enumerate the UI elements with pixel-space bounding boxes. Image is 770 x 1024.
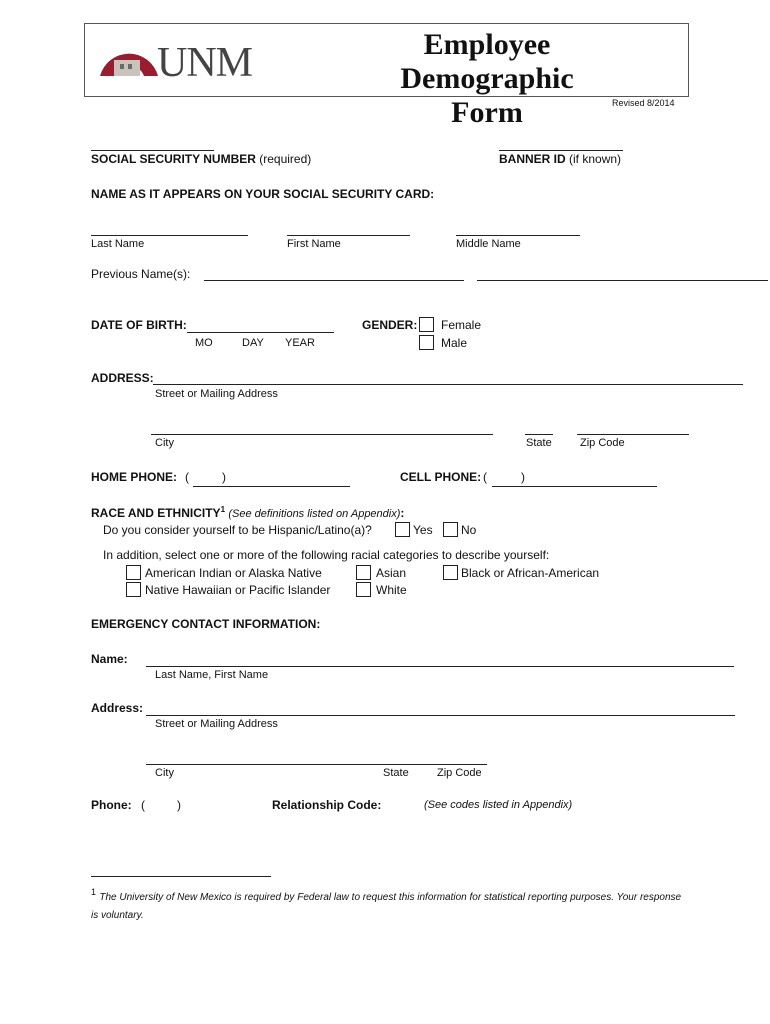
ssn-label-row: [91, 152, 311, 166]
middle-name-label: Middle Name: [456, 238, 521, 250]
race-colon: :: [400, 506, 405, 520]
race-heading: RACE AND ETHNICITY: [91, 506, 221, 520]
title-line-2: Form: [451, 96, 523, 129]
emergency-phone-field[interactable]: [150, 794, 175, 812]
footnote: [91, 884, 691, 924]
name-heading: NAME AS IT APPEARS ON YOUR SOCIAL SECURITY CARD:: [91, 187, 435, 201]
emergency-heading: EMERGENCY CONTACT INFORMATION:: [91, 617, 321, 631]
banner-note: (if known): [569, 152, 622, 166]
banner-label-row: [499, 152, 621, 166]
white-checkbox[interactable]: [356, 582, 371, 597]
black-label: Black or African-American: [461, 566, 600, 580]
emergency-street-hint: Street or Mailing Address: [155, 718, 278, 730]
hispanic-yes-label: Yes: [413, 523, 433, 537]
first-name-label: First Name: [287, 238, 341, 250]
address-label: ADDRESS:: [91, 371, 154, 385]
zip-hint: Zip Code: [580, 437, 625, 449]
ssn-label: SOCIAL SECURITY NUMBER: [91, 152, 256, 166]
unm-logo-text: UNM: [157, 40, 253, 86]
asian-label: Asian: [376, 566, 407, 580]
zip-field[interactable]: [577, 434, 689, 435]
male-checkbox[interactable]: [419, 335, 434, 350]
footnote-mark: 1: [91, 887, 97, 897]
unm-logo-icon: [98, 38, 160, 80]
page-title: [377, 28, 597, 130]
last-name-label: Last Name: [91, 238, 145, 250]
emergency-zip-hint: Zip Code: [437, 767, 482, 779]
emergency-phone-label: Phone:: [91, 798, 132, 812]
hispanic-no-checkbox[interactable]: [443, 522, 458, 537]
white-label: White: [376, 583, 407, 597]
street-field[interactable]: [153, 384, 743, 385]
city-hint: City: [155, 437, 174, 449]
previous-name-field-1[interactable]: [204, 280, 464, 281]
emergency-city-field[interactable]: [146, 764, 487, 765]
race-note: (See definitions listed on Appendix): [228, 508, 401, 520]
relationship-code-label: Relationship Code:: [272, 798, 382, 812]
emergency-city-hint: City: [155, 767, 174, 779]
emergency-name-label: Name:: [91, 652, 128, 666]
race-footnote-mark: 1: [220, 505, 226, 514]
middle-name-field[interactable]: [456, 235, 580, 236]
race-heading-row: [91, 505, 404, 520]
previous-name-field-2[interactable]: [477, 280, 768, 281]
relationship-code-note: (See codes listed in Appendix): [424, 799, 573, 811]
state-hint: State: [526, 437, 552, 449]
male-label: Male: [441, 336, 468, 350]
emergency-phone-paren-close: ): [177, 798, 181, 812]
previous-names-label: Previous Name(s):: [91, 267, 191, 281]
black-checkbox[interactable]: [443, 565, 458, 580]
banner-label: BANNER ID: [499, 152, 566, 166]
last-name-field[interactable]: [91, 235, 248, 236]
first-name-field[interactable]: [287, 235, 410, 236]
emergency-address-label: Address:: [91, 701, 144, 715]
dob-label: DATE OF BIRTH:: [91, 318, 187, 332]
dob-mo-label: MO: [195, 337, 213, 349]
dob-field[interactable]: [187, 332, 334, 333]
home-phone-label: HOME PHONE:: [91, 470, 178, 484]
cell-phone-field[interactable]: [492, 486, 657, 487]
state-field[interactable]: [525, 434, 553, 435]
female-label: Female: [441, 318, 482, 332]
ssn-note: (required): [259, 152, 312, 166]
dob-day-label: DAY: [242, 337, 264, 349]
hispanic-yes-checkbox[interactable]: [395, 522, 410, 537]
revised-date: Revised 8/2014: [612, 98, 675, 108]
footnote-divider: [91, 876, 271, 877]
female-checkbox[interactable]: [419, 317, 434, 332]
emergency-phone-paren-open: (: [141, 798, 145, 812]
cell-phone-label: CELL PHONE:: [400, 470, 482, 484]
emergency-name-field[interactable]: [146, 666, 734, 667]
pacific-islander-checkbox[interactable]: [126, 582, 141, 597]
emergency-state-hint: State: [383, 767, 409, 779]
emergency-name-hint: Last Name, First Name: [155, 669, 269, 681]
dob-year-label: YEAR: [285, 337, 315, 349]
home-phone-paren-open: (: [185, 470, 189, 484]
street-hint: Street or Mailing Address: [155, 388, 278, 400]
asian-checkbox[interactable]: [356, 565, 371, 580]
home-phone-paren-close: ): [222, 470, 226, 484]
banner-id-field[interactable]: [499, 150, 623, 151]
home-phone-field[interactable]: [193, 486, 350, 487]
pacific-islander-label: Native Hawaiian or Pacific Islander: [145, 583, 331, 597]
gender-label: GENDER:: [362, 318, 418, 332]
race-addition-text: In addition, select one or more of the following racial categories to describe yourself:: [103, 548, 550, 562]
emergency-street-field[interactable]: [146, 715, 735, 716]
cell-phone-paren-open: (: [483, 470, 487, 484]
ssn-field[interactable]: [91, 150, 214, 151]
footnote-text: The University of New Mexico is required by Federal law to request this information for statistical reporting purposes. Your response is voluntary.: [91, 892, 682, 921]
city-field[interactable]: [151, 434, 493, 435]
hispanic-no-label: No: [461, 523, 477, 537]
american-indian-label: American Indian or Alaska Native: [145, 566, 322, 580]
hispanic-question: Do you consider yourself to be Hispanic/Latino(a)?: [103, 523, 372, 537]
title-line-1: Employee Demographic: [400, 28, 574, 95]
american-indian-checkbox[interactable]: [126, 565, 141, 580]
cell-phone-paren-close: ): [521, 470, 525, 484]
